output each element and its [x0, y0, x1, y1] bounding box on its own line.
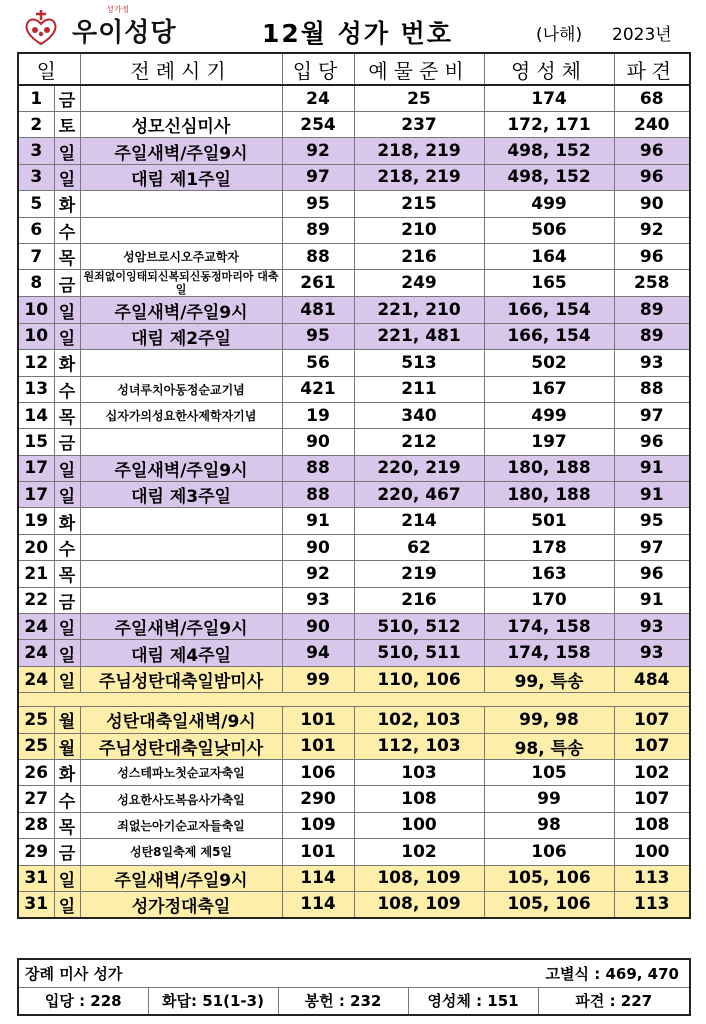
entrance-cell: 56: [282, 350, 354, 376]
dismissal-cell: 96: [614, 429, 690, 455]
weekday-cell: 화: [54, 508, 80, 534]
communion-cell: 174, 158: [484, 640, 614, 666]
liturgy-cell: 성녀루치아동정순교기념: [80, 376, 282, 402]
offertory-cell: 108, 109: [354, 865, 484, 891]
funeral-mass-hymns: [17, 958, 691, 1016]
table-row: [18, 243, 690, 269]
entrance-cell: 24: [282, 85, 354, 112]
day-cell: 24: [18, 666, 54, 692]
offertory-cell: 513: [354, 350, 484, 376]
entrance-cell: 261: [282, 270, 354, 297]
table-row: [18, 786, 690, 812]
liturgy-cell: [80, 85, 282, 112]
weekday-cell: 일: [54, 455, 80, 481]
dismissal-cell: 89: [614, 323, 690, 349]
day-cell: 6: [18, 217, 54, 243]
communion-cell: 164: [484, 243, 614, 269]
communion-cell: 501: [484, 508, 614, 534]
day-cell: 3: [18, 164, 54, 190]
entrance-cell: 91: [282, 508, 354, 534]
liturgy-cell: 대림 제2주일: [80, 323, 282, 349]
communion-cell: 105, 106: [484, 865, 614, 891]
page-header: [14, 4, 694, 50]
entrance-cell: 114: [282, 891, 354, 918]
table-row: [18, 587, 690, 613]
entrance-cell: 92: [282, 561, 354, 587]
entrance-cell: 109: [282, 812, 354, 838]
weekday-cell: 일: [54, 865, 80, 891]
day-cell: 20: [18, 534, 54, 560]
day-cell: 10: [18, 297, 54, 323]
dismissal-cell: 68: [614, 85, 690, 112]
weekday-cell: 일: [54, 297, 80, 323]
offertory-cell: 102: [354, 839, 484, 865]
col-header-offertory: 예물준비: [354, 53, 484, 85]
liturgy-cell: 주님성탄대축일밤미사: [80, 666, 282, 692]
communion-cell: 99, 특송: [484, 666, 614, 692]
table-row: [18, 376, 690, 402]
day-cell: 22: [18, 587, 54, 613]
entrance-cell: 92: [282, 138, 354, 164]
dismissal-cell: 90: [614, 191, 690, 217]
offertory-cell: 108, 109: [354, 891, 484, 918]
weekday-cell: 수: [54, 376, 80, 402]
dismissal-cell: 95: [614, 508, 690, 534]
liturgy-cell: 주님성탄대축일낮미사: [80, 733, 282, 759]
table-row: [18, 812, 690, 838]
offertory-cell: 221, 481: [354, 323, 484, 349]
weekday-cell: 화: [54, 759, 80, 785]
weekday-cell: 월: [54, 707, 80, 733]
col-header-communion: 영성체: [484, 53, 614, 85]
farewell-hymns: 고별식 : 469, 470: [408, 959, 690, 987]
day-cell: 31: [18, 891, 54, 918]
communion-cell: 166, 154: [484, 323, 614, 349]
dismissal-cell: 93: [614, 350, 690, 376]
day-cell: 17: [18, 482, 54, 508]
dismissal-cell: 91: [614, 587, 690, 613]
communion-cell: 165: [484, 270, 614, 297]
col-header-entrance: 입당: [282, 53, 354, 85]
offertory-cell: 212: [354, 429, 484, 455]
lectionary-year: (나해): [536, 25, 583, 45]
day-cell: 27: [18, 786, 54, 812]
entrance-cell: 90: [282, 614, 354, 640]
day-cell: 8: [18, 270, 54, 297]
weekday-cell: 일: [54, 164, 80, 190]
day-cell: 24: [18, 640, 54, 666]
table-row: [18, 534, 690, 560]
entrance-cell: 101: [282, 839, 354, 865]
table-row: [18, 759, 690, 785]
weekday-cell: 수: [54, 786, 80, 812]
liturgy-cell: [80, 429, 282, 455]
offertory-cell: 25: [354, 85, 484, 112]
offertory-cell: 108: [354, 786, 484, 812]
dismissal-cell: 107: [614, 707, 690, 733]
entrance-cell: 106: [282, 759, 354, 785]
liturgy-cell: [80, 561, 282, 587]
liturgy-cell: 주일새벽/주일9시: [80, 138, 282, 164]
weekday-cell: 금: [54, 839, 80, 865]
day-cell: 24: [18, 614, 54, 640]
liturgy-cell: 대림 제4주일: [80, 640, 282, 666]
day-cell: 12: [18, 350, 54, 376]
offertory-cell: 110, 106: [354, 666, 484, 692]
weekday-cell: 목: [54, 243, 80, 269]
entrance-cell: 95: [282, 191, 354, 217]
dismissal-cell: 93: [614, 640, 690, 666]
weekday-cell: 일: [54, 891, 80, 918]
entrance-cell: 88: [282, 243, 354, 269]
communion-cell: 106: [484, 839, 614, 865]
offertory-cell: 249: [354, 270, 484, 297]
communion-cell: 99: [484, 786, 614, 812]
dismissal-cell: 93: [614, 614, 690, 640]
entrance-cell: 290: [282, 786, 354, 812]
dismissal-cell: 113: [614, 865, 690, 891]
offertory-cell: 214: [354, 508, 484, 534]
communion-cell: 163: [484, 561, 614, 587]
entrance-cell: 114: [282, 865, 354, 891]
liturgy-cell: 대림 제3주일: [80, 482, 282, 508]
offertory-cell: 215: [354, 191, 484, 217]
funeral-response: 화답: 51(1-3): [148, 987, 278, 1015]
spacer-row: [18, 693, 690, 707]
weekday-cell: 화: [54, 350, 80, 376]
dismissal-cell: 484: [614, 666, 690, 692]
entrance-cell: 88: [282, 482, 354, 508]
offertory-cell: 62: [354, 534, 484, 560]
liturgy-cell: 성스테파노첫순교자축일: [80, 759, 282, 785]
offertory-cell: 340: [354, 402, 484, 428]
funeral-entrance: 입당 : 228: [18, 987, 148, 1015]
entrance-cell: 94: [282, 640, 354, 666]
entrance-cell: 93: [282, 587, 354, 613]
liturgy-cell: [80, 350, 282, 376]
entrance-cell: 99: [282, 666, 354, 692]
table-row: [18, 865, 690, 891]
offertory-cell: 216: [354, 587, 484, 613]
dismissal-cell: 88: [614, 376, 690, 402]
dismissal-cell: 113: [614, 891, 690, 918]
communion-cell: 180, 188: [484, 482, 614, 508]
entrance-cell: 101: [282, 707, 354, 733]
communion-cell: 178: [484, 534, 614, 560]
liturgy-cell: 성요한사도복음사가축일: [80, 786, 282, 812]
dismissal-cell: 91: [614, 455, 690, 481]
table-row: [18, 112, 690, 138]
day-cell: 25: [18, 733, 54, 759]
logo-subtitle: 성가정: [106, 5, 130, 14]
weekday-cell: 금: [54, 587, 80, 613]
col-header-dismissal: 파견: [614, 53, 690, 85]
weekday-cell: 토: [54, 112, 80, 138]
table-row: [18, 891, 690, 918]
day-cell: 5: [18, 191, 54, 217]
weekday-cell: 일: [54, 323, 80, 349]
table-row: [18, 508, 690, 534]
weekday-cell: 수: [54, 217, 80, 243]
col-header-liturgy: 전례시기: [80, 53, 282, 85]
liturgy-cell: 성가정대축일: [80, 891, 282, 918]
communion-cell: 499: [484, 402, 614, 428]
liturgy-cell: [80, 191, 282, 217]
communion-cell: 105: [484, 759, 614, 785]
liturgy-cell: 주일새벽/주일9시: [80, 614, 282, 640]
dismissal-cell: 102: [614, 759, 690, 785]
entrance-cell: 101: [282, 733, 354, 759]
offertory-cell: 211: [354, 376, 484, 402]
day-cell: 2: [18, 112, 54, 138]
day-cell: 28: [18, 812, 54, 838]
table-row: [18, 482, 690, 508]
offertory-cell: 210: [354, 217, 484, 243]
col-header-day: 일: [18, 53, 80, 85]
weekday-cell: 금: [54, 85, 80, 112]
offertory-cell: 100: [354, 812, 484, 838]
liturgy-cell: [80, 534, 282, 560]
communion-cell: 166, 154: [484, 297, 614, 323]
page-title: 12월 성가 번호: [262, 19, 453, 48]
table-row: [18, 270, 690, 297]
table-row: [18, 839, 690, 865]
communion-cell: 99, 98: [484, 707, 614, 733]
weekday-cell: 일: [54, 666, 80, 692]
dismissal-cell: 96: [614, 164, 690, 190]
entrance-cell: 90: [282, 534, 354, 560]
table-row: [18, 455, 690, 481]
year-label: 2023년: [612, 25, 672, 45]
entrance-cell: 89: [282, 217, 354, 243]
table-row: [18, 561, 690, 587]
weekday-cell: 목: [54, 402, 80, 428]
table-row: [18, 217, 690, 243]
communion-cell: 498, 152: [484, 138, 614, 164]
weekday-cell: 월: [54, 733, 80, 759]
dismissal-cell: 97: [614, 402, 690, 428]
day-cell: 10: [18, 323, 54, 349]
entrance-cell: 481: [282, 297, 354, 323]
liturgy-cell: [80, 508, 282, 534]
weekday-cell: 목: [54, 561, 80, 587]
liturgy-cell: 주일새벽/주일9시: [80, 455, 282, 481]
weekday-cell: 수: [54, 534, 80, 560]
liturgy-cell: 대림 제1주일: [80, 164, 282, 190]
day-cell: 17: [18, 455, 54, 481]
liturgy-cell: 성탄대축일새벽/9시: [80, 707, 282, 733]
parish-name: 우이성당: [72, 18, 177, 48]
table-row: [18, 707, 690, 733]
dismissal-cell: 89: [614, 297, 690, 323]
offertory-cell: 112, 103: [354, 733, 484, 759]
weekday-cell: 일: [54, 614, 80, 640]
day-cell: 29: [18, 839, 54, 865]
table-row: [18, 350, 690, 376]
funeral-offering: 봉헌 : 232: [278, 987, 408, 1015]
weekday-cell: 일: [54, 138, 80, 164]
entrance-cell: 254: [282, 112, 354, 138]
funeral-title: 장례 미사 성가: [18, 959, 408, 987]
dismissal-cell: 91: [614, 482, 690, 508]
day-cell: 1: [18, 85, 54, 112]
day-cell: 15: [18, 429, 54, 455]
table-row: [18, 614, 690, 640]
dismissal-cell: 107: [614, 733, 690, 759]
offertory-cell: 510, 512: [354, 614, 484, 640]
weekday-cell: 일: [54, 482, 80, 508]
dismissal-cell: 96: [614, 243, 690, 269]
communion-cell: 499: [484, 191, 614, 217]
table-row: [18, 191, 690, 217]
dismissal-cell: 108: [614, 812, 690, 838]
communion-cell: 498, 152: [484, 164, 614, 190]
dismissal-cell: 107: [614, 786, 690, 812]
day-cell: 21: [18, 561, 54, 587]
communion-cell: 174, 158: [484, 614, 614, 640]
liturgy-cell: 주일새벽/주일9시: [80, 865, 282, 891]
weekday-cell: 일: [54, 640, 80, 666]
entrance-cell: 90: [282, 429, 354, 455]
table-row: [18, 323, 690, 349]
day-cell: 7: [18, 243, 54, 269]
offertory-cell: 218, 219: [354, 164, 484, 190]
liturgy-cell: 원죄없이잉태되신복되신동정마리아 대축일: [80, 270, 282, 297]
communion-cell: 180, 188: [484, 455, 614, 481]
liturgy-cell: 성모신심미사: [80, 112, 282, 138]
day-cell: 26: [18, 759, 54, 785]
table-row: [18, 297, 690, 323]
dismissal-cell: 100: [614, 839, 690, 865]
communion-cell: 197: [484, 429, 614, 455]
table-header-row: [18, 53, 690, 85]
communion-cell: 170: [484, 587, 614, 613]
offertory-cell: 102, 103: [354, 707, 484, 733]
communion-cell: 98, 특송: [484, 733, 614, 759]
entrance-cell: 88: [282, 455, 354, 481]
offertory-cell: 103: [354, 759, 484, 785]
liturgy-cell: 십자가의성요한사제학자기념: [80, 402, 282, 428]
dismissal-cell: 240: [614, 112, 690, 138]
communion-cell: 105, 106: [484, 891, 614, 918]
dismissal-cell: 258: [614, 270, 690, 297]
offertory-cell: 220, 219: [354, 455, 484, 481]
entrance-cell: 97: [282, 164, 354, 190]
communion-cell: 174: [484, 85, 614, 112]
funeral-communion: 영성체 : 151: [408, 987, 538, 1015]
communion-cell: 167: [484, 376, 614, 402]
table-row: [18, 733, 690, 759]
day-cell: 19: [18, 508, 54, 534]
communion-cell: 98: [484, 812, 614, 838]
church-logo-icon: [20, 6, 62, 46]
table-row: [18, 138, 690, 164]
day-cell: 25: [18, 707, 54, 733]
offertory-cell: 237: [354, 112, 484, 138]
hymn-schedule-table: [17, 52, 691, 919]
table-row: [18, 666, 690, 692]
weekday-cell: 화: [54, 191, 80, 217]
day-cell: 3: [18, 138, 54, 164]
liturgy-cell: 주일새벽/주일9시: [80, 297, 282, 323]
liturgy-cell: 성암브로시오주교학자: [80, 243, 282, 269]
liturgy-cell: [80, 217, 282, 243]
offertory-cell: 220, 467: [354, 482, 484, 508]
offertory-cell: 218, 219: [354, 138, 484, 164]
liturgy-cell: 성탄8일축제 제5일: [80, 839, 282, 865]
offertory-cell: 216: [354, 243, 484, 269]
table-row: [18, 85, 690, 112]
dismissal-cell: 97: [614, 534, 690, 560]
weekday-cell: 금: [54, 270, 80, 297]
funeral-dismissal: 파견 : 227: [538, 987, 690, 1015]
liturgy-cell: 죄없는아기순교자들축일: [80, 812, 282, 838]
table-row: [18, 164, 690, 190]
day-cell: 31: [18, 865, 54, 891]
offertory-cell: 221, 210: [354, 297, 484, 323]
offertory-cell: 510, 511: [354, 640, 484, 666]
spacer-cell: [18, 693, 690, 707]
weekday-cell: 목: [54, 812, 80, 838]
communion-cell: 172, 171: [484, 112, 614, 138]
table-row: [18, 640, 690, 666]
table-row: [18, 402, 690, 428]
dismissal-cell: 92: [614, 217, 690, 243]
communion-cell: 502: [484, 350, 614, 376]
day-cell: 13: [18, 376, 54, 402]
dismissal-cell: 96: [614, 561, 690, 587]
entrance-cell: 19: [282, 402, 354, 428]
entrance-cell: 95: [282, 323, 354, 349]
day-cell: 14: [18, 402, 54, 428]
entrance-cell: 421: [282, 376, 354, 402]
weekday-cell: 금: [54, 429, 80, 455]
communion-cell: 506: [484, 217, 614, 243]
liturgy-cell: [80, 587, 282, 613]
dismissal-cell: 96: [614, 138, 690, 164]
offertory-cell: 219: [354, 561, 484, 587]
table-row: [18, 429, 690, 455]
